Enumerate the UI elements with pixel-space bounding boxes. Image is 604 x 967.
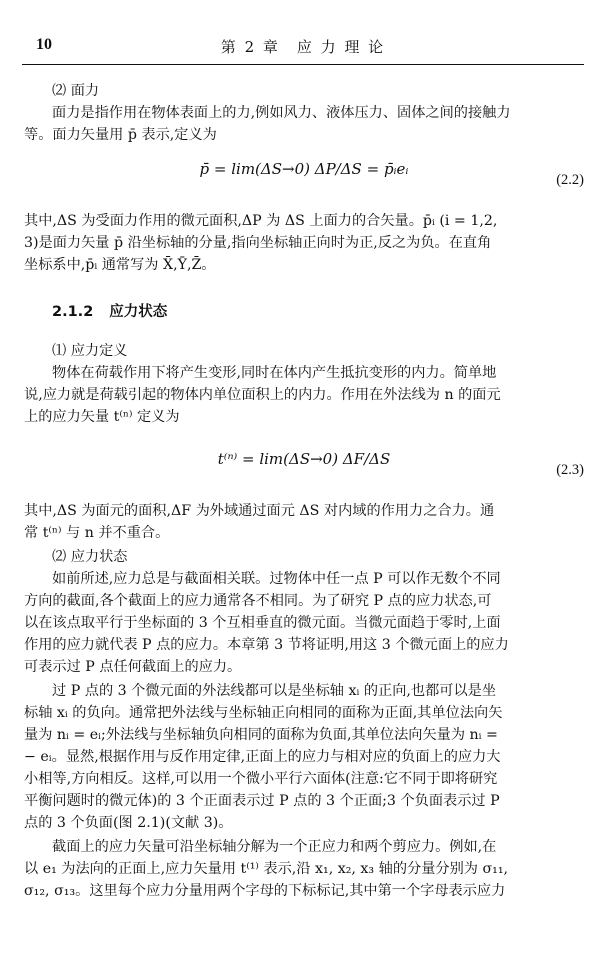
equation-2-3-body: t⁽ⁿ⁾ = lim(ΔS→0) ΔF/ΔS xyxy=(217,450,391,468)
text-line: σ₁₂, σ₁₃。这里每个应力分量用两个字母的下标标记,其中第一个字母表示应力 xyxy=(24,883,506,899)
text-line: 说,应力就是荷载引起的物体内单位面积上的内力。作用在外法线为 n 的面元 xyxy=(24,387,501,403)
text-line: 其中,ΔS 为受面力作用的微元面积,ΔP 为 ΔS 上面力的合矢量。p̄ᵢ (i = 1,2, xyxy=(24,213,498,229)
stress-definition-explanation xyxy=(24,500,584,544)
text-line: 小相等,方向相反。这样,可以用一个微小平行六面体(注意:它不同于即将研究 xyxy=(24,771,498,787)
surface-force-heading: ⑵ 面力 xyxy=(52,83,100,99)
section-title: 应力状态 xyxy=(109,304,168,320)
page-header xyxy=(22,28,584,58)
surface-force-explanation xyxy=(24,210,584,276)
text-line: 量为 nᵢ = eᵢ;外法线与坐标轴负向相同的面称为负面,其单位法向矢量为 nᵢ = xyxy=(24,727,498,743)
text-line: 方向的截面,各个截面上的应力通常各不相同。为了研究 P 点的应力状态,可 xyxy=(24,593,492,609)
text-line: 常 t⁽ⁿ⁾ 与 n 并不重合。 xyxy=(24,525,170,541)
equation-2-2-body: p̄ = lim(ΔS→0) ΔP/ΔS = p̄ᵢeᵢ xyxy=(199,160,409,178)
equation-2-3-number: (2.3) xyxy=(556,462,584,478)
text-line: 作用的应力就代表 P 点的应力。本章第 3 节将证明,用这 3 个微元面上的应力 xyxy=(24,637,509,653)
text-line: 上的应力矢量 t⁽ⁿ⁾ 定义为 xyxy=(24,409,180,425)
text-line: − eᵢ。显然,根据作用与反作用定律,正面上的应力与相对应的负面上的应力大 xyxy=(24,749,501,765)
text-line: 平衡问题时的微元体)的 3 个正面表示过 P 点的 3 个正面;3 个负面表示过 P xyxy=(24,793,500,809)
section-number: 2.1.2 xyxy=(52,304,94,320)
section-2-1-2-heading xyxy=(52,300,167,321)
stress-state-paragraph-2 xyxy=(24,680,584,834)
text-line: 过 P 点的 3 个微元面的外法线都可以是坐标轴 xᵢ 的正向,也都可以是坐 xyxy=(52,683,497,699)
text-line: 可表示过 P 点任何截面上的应力。 xyxy=(24,659,242,675)
text-line: 等。面力矢量用 p̄ 表示,定义为 xyxy=(24,127,217,143)
text-line: 以在该点取平行于坐标面的 3 个互相垂直的微元面。当微元面趋于零时,上面 xyxy=(24,615,501,631)
running-title: 第 2 章 应 力 理 论 xyxy=(220,38,386,56)
equation-2-2-number: (2.2) xyxy=(556,172,584,188)
text-line: 以 e₁ 为法向的正面上,应力矢量用 t⁽¹⁾ 表示,沿 x₁, x₂, x₃ 轴的分量分别为 σ₁₁, xyxy=(24,861,509,877)
text-line: 截面上的应力矢量可沿坐标轴分解为一个正应力和两个剪应力。例如,在 xyxy=(52,839,497,855)
text-line: 物体在荷载作用下将产生变形,同时在体内产生抵抗变形的内力。简单地 xyxy=(52,365,497,381)
stress-definition-paragraph xyxy=(24,362,584,428)
stress-state-paragraph-3 xyxy=(24,836,584,902)
stress-state-paragraph-1 xyxy=(24,568,584,678)
text-line: 点的 3 个负面(图 2.1)(文献 3)。 xyxy=(24,815,233,831)
page-number: 10 xyxy=(36,36,52,53)
text-line: 如前所述,应力总是与截面相关联。过物体中任一点 P 可以作无数个不同 xyxy=(52,571,501,587)
equation-2-2 xyxy=(24,160,584,204)
header-rule xyxy=(22,64,584,65)
equation-2-3 xyxy=(24,450,584,494)
stress-state-heading: ⑵ 应力状态 xyxy=(52,549,128,565)
text-line: 标轴 xᵢ 的负向。通常把外法线与坐标轴正向相同的面称为正面,其单位法向矢 xyxy=(24,705,503,721)
surface-force-paragraph xyxy=(24,102,584,146)
stress-definition-heading: ⑴ 应力定义 xyxy=(52,343,128,359)
text-line: 3)是面力矢量 p̄ 沿坐标轴的分量,指向坐标轴正向时为正,反之为负。在直角 xyxy=(24,235,492,251)
text-line: 其中,ΔS 为面元的面积,ΔF 为外域通过面元 ΔS 对内域的作用力之合力。通 xyxy=(24,503,495,519)
text-line: 坐标系中,p̄ᵢ 通常写为 X̄,Ȳ,Z̄。 xyxy=(24,257,216,273)
text-line: 面力是指作用在物体表面上的力,例如风力、液体压力、固体之间的接触力 xyxy=(52,105,511,121)
